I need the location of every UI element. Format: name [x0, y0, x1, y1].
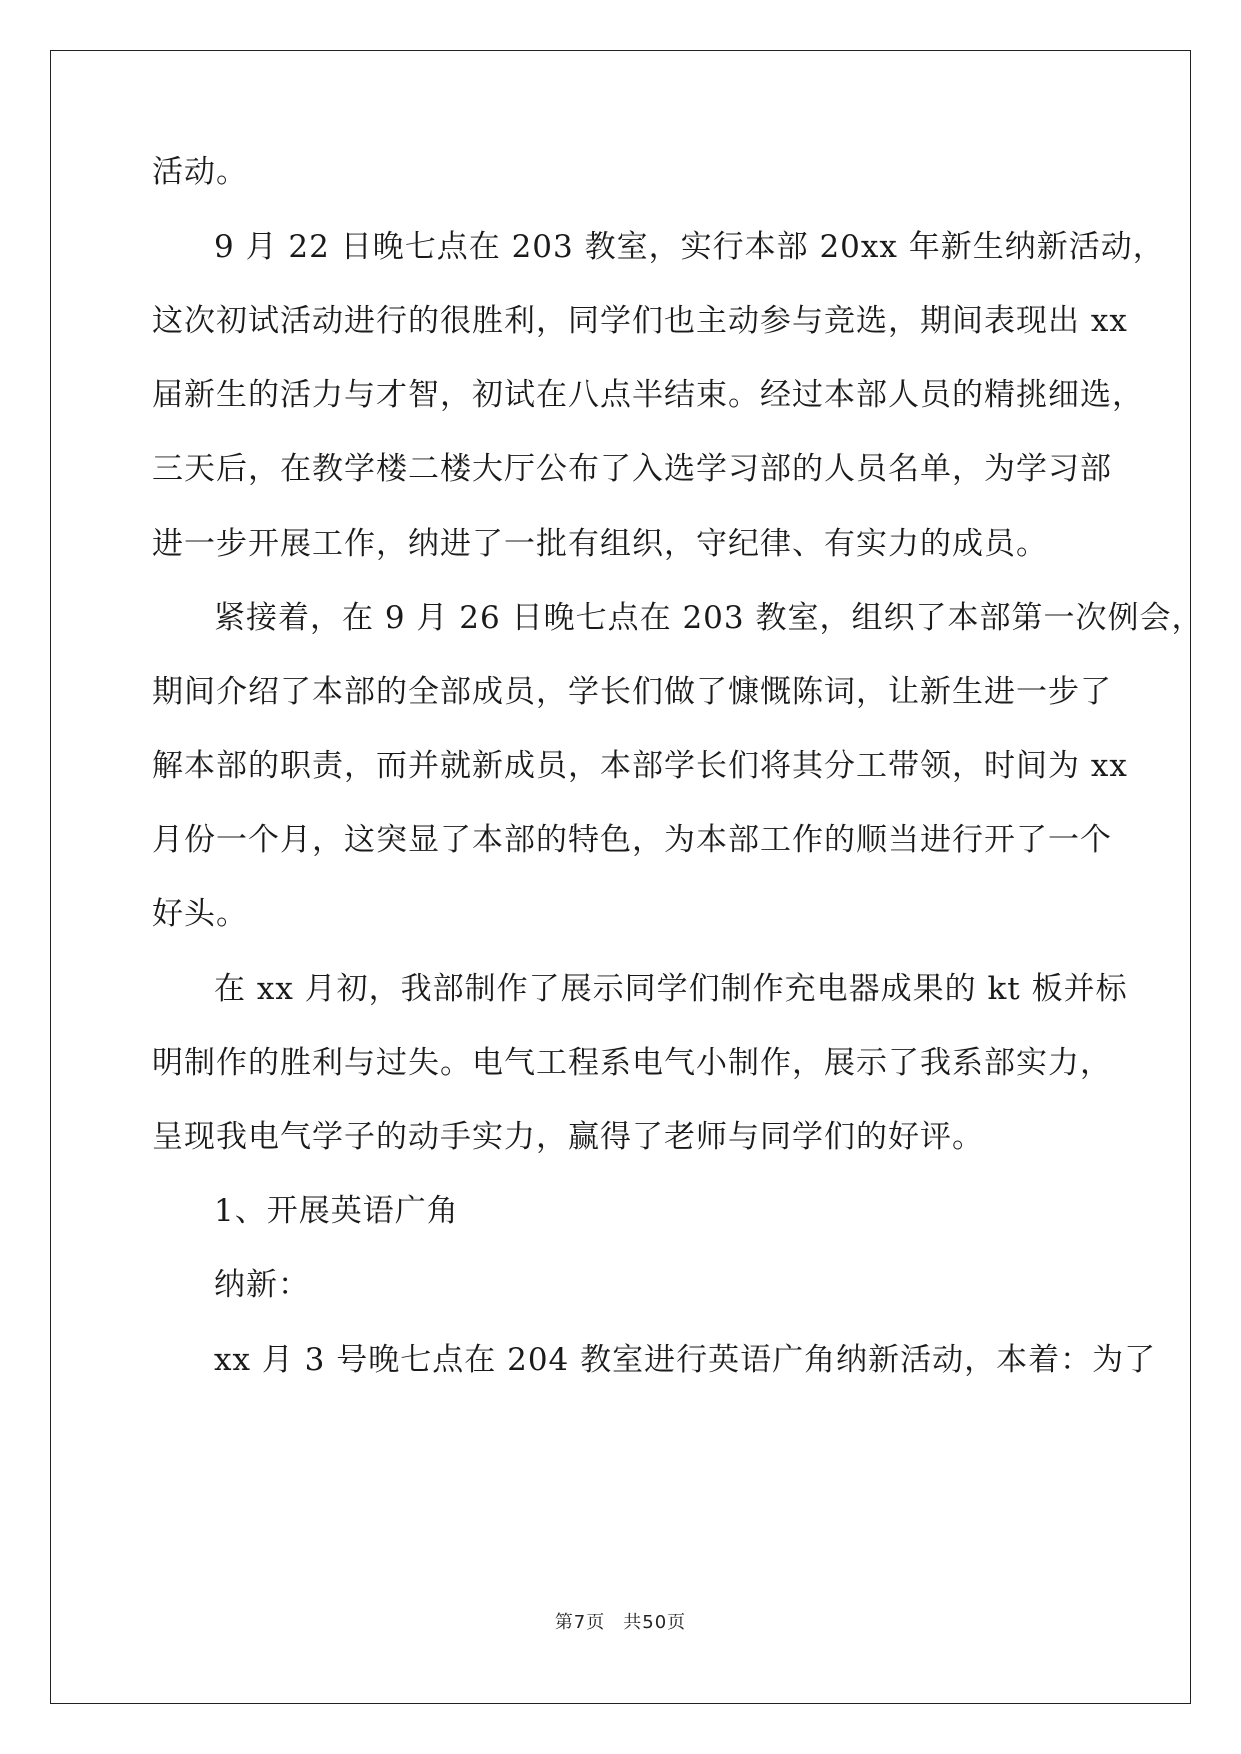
text-line: 解本部的职责，而并就新成员，本部学长们将其分工带领，时间为 xx	[152, 748, 1128, 784]
page-total: 共50页	[623, 1612, 687, 1633]
text-line: 三天后，在教学楼二楼大厅公布了入选学习部的人员名单，为学习部	[152, 451, 1112, 487]
text-line: 月份一个月，这突显了本部的特色，为本部工作的顺当进行开了一个	[152, 822, 1112, 858]
text-line: 在 xx 月初，我部制作了展示同学们制作充电器成果的 kt 板并标	[214, 971, 1128, 1007]
text-line: 这次初试活动进行的很胜利，同学们也主动参与竞选，期间表现出 xx	[152, 303, 1128, 339]
page-footer	[0, 1608, 1241, 1634]
text-line: 届新生的活力与才智，初试在八点半结束。经过本部人员的精挑细选，	[152, 377, 1144, 413]
text-line: 9 月 22 日晚七点在 203 教室，实行本部 20xx 年新生纳新活动，	[214, 229, 1165, 265]
text-line: 好头。	[152, 896, 248, 932]
text-line: 进一步开展工作，纳进了一批有组织，守纪律、有实力的成员。	[152, 526, 1048, 562]
text-line: 活动。	[152, 154, 248, 190]
text-line: 明制作的胜利与过失。电气工程系电气小制作，展示了我系部实力，	[152, 1045, 1112, 1081]
text-line: 紧接着，在 9 月 26 日晚七点在 203 教室，组织了本部第一次例会，	[214, 600, 1204, 636]
page-border	[50, 50, 1204, 1704]
text-line: xx 月 3 号晚七点在 204 教室进行英语广角纳新活动，本着：为了	[214, 1342, 1157, 1378]
page-number: 第7页	[554, 1612, 606, 1633]
text-line: 纳新：	[214, 1267, 310, 1303]
section-heading: 1、开展英语广角	[214, 1193, 459, 1229]
text-line: 期间介绍了本部的全部成员，学长们做了慷慨陈词，让新生进一步了	[152, 674, 1112, 710]
text-line: 呈现我电气学子的动手实力，赢得了老师与同学们的好评。	[152, 1119, 984, 1155]
